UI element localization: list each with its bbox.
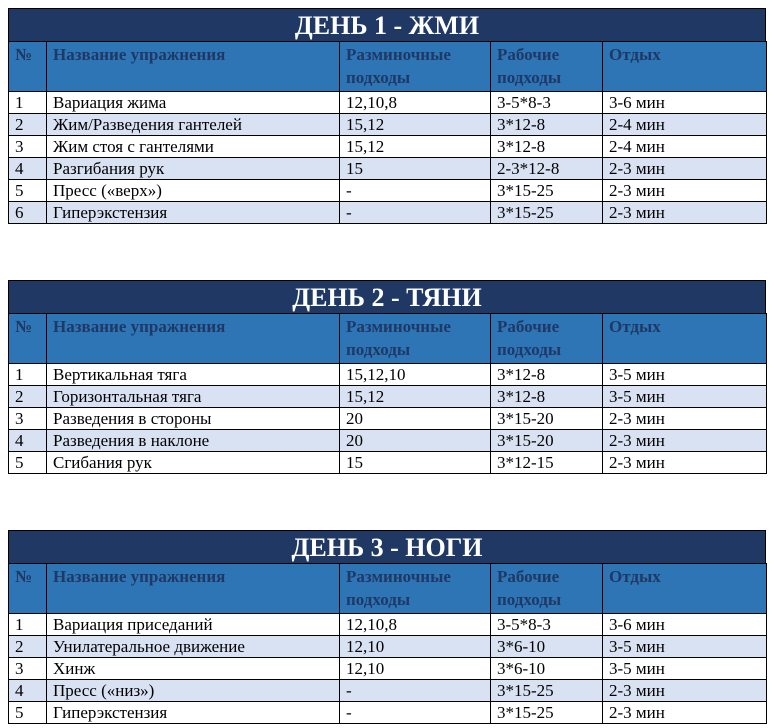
cell-working-sets: 3*15-25	[491, 702, 603, 724]
header-row	[9, 42, 767, 92]
cell-working-sets: 3*12-8	[491, 386, 603, 408]
cell-working-sets: 3*15-25	[491, 680, 603, 702]
table-row	[9, 180, 767, 202]
day-3-block	[8, 530, 766, 724]
cell-working-sets: 3*15-20	[491, 408, 603, 430]
cell-num: 3	[9, 408, 47, 430]
cell-exercise-name: Пресс («верх»)	[47, 180, 340, 202]
cell-num: 3	[9, 136, 47, 158]
cell-exercise-name: Жим стоя с гантелями	[47, 136, 340, 158]
table-row	[9, 386, 767, 408]
cell-warmup-sets: 12,10	[340, 658, 491, 680]
cell-rest: 2-4 мин	[603, 114, 767, 136]
cell-rest: 2-3 мин	[603, 408, 767, 430]
cell-warmup-sets: -	[340, 680, 491, 702]
cell-num: 2	[9, 636, 47, 658]
table-row	[9, 702, 767, 724]
cell-warmup-sets: 15,12,10	[340, 364, 491, 386]
cell-working-sets: 3-5*8-3	[491, 92, 603, 114]
exercise-table	[8, 313, 767, 474]
header-rest: Отдых	[603, 42, 767, 92]
day-title: ДЕНЬ 1 - ЖМИ	[8, 8, 766, 41]
cell-exercise-name: Вариация жима	[47, 92, 340, 114]
cell-warmup-sets: 15,12	[340, 114, 491, 136]
cell-working-sets: 2-3*12-8	[491, 158, 603, 180]
header-name: Название упражнения	[47, 314, 340, 364]
cell-rest: 3-5 мин	[603, 364, 767, 386]
cell-exercise-name: Гиперэкстензия	[47, 702, 340, 724]
header-name: Название упражнения	[47, 42, 340, 92]
cell-exercise-name: Разведения в наклоне	[47, 430, 340, 452]
table-row	[9, 636, 767, 658]
cell-working-sets: 3-5*8-3	[491, 614, 603, 636]
cell-num: 5	[9, 702, 47, 724]
cell-warmup-sets: 15	[340, 452, 491, 474]
cell-rest: 3-6 мин	[603, 92, 767, 114]
cell-working-sets: 3*12-8	[491, 114, 603, 136]
cell-num: 4	[9, 680, 47, 702]
cell-num: 5	[9, 180, 47, 202]
table-row	[9, 158, 767, 180]
header-working: Рабочие подходы	[491, 314, 603, 364]
table-row	[9, 680, 767, 702]
cell-num: 1	[9, 92, 47, 114]
cell-rest: 3-6 мин	[603, 614, 767, 636]
cell-exercise-name: Вертикальная тяга	[47, 364, 340, 386]
cell-num: 4	[9, 158, 47, 180]
cell-exercise-name: Хинж	[47, 658, 340, 680]
header-working: Рабочие подходы	[491, 42, 603, 92]
cell-working-sets: 3*12-15	[491, 452, 603, 474]
cell-exercise-name: Вариация приседаний	[47, 614, 340, 636]
cell-warmup-sets: -	[340, 180, 491, 202]
cell-exercise-name: Гиперэкстензия	[47, 202, 340, 224]
cell-rest: 3-5 мин	[603, 636, 767, 658]
cell-rest: 2-3 мин	[603, 452, 767, 474]
header-num: №	[9, 564, 47, 614]
cell-num: 5	[9, 452, 47, 474]
cell-warmup-sets: 15,12	[340, 136, 491, 158]
cell-rest: 2-3 мин	[603, 180, 767, 202]
cell-num: 4	[9, 430, 47, 452]
header-warmup: Разминочные подходы	[340, 314, 491, 364]
cell-exercise-name: Жим/Разведения гантелей	[47, 114, 340, 136]
cell-warmup-sets: 12,10,8	[340, 92, 491, 114]
cell-exercise-name: Сгибания рук	[47, 452, 340, 474]
cell-rest: 3-5 мин	[603, 658, 767, 680]
cell-working-sets: 3*6-10	[491, 636, 603, 658]
cell-rest: 2-3 мин	[603, 702, 767, 724]
cell-working-sets: 3*6-10	[491, 658, 603, 680]
cell-warmup-sets: 20	[340, 430, 491, 452]
cell-num: 1	[9, 364, 47, 386]
cell-working-sets: 3*12-8	[491, 136, 603, 158]
table-row	[9, 364, 767, 386]
cell-warmup-sets: -	[340, 202, 491, 224]
table-row	[9, 408, 767, 430]
cell-num: 6	[9, 202, 47, 224]
cell-num: 1	[9, 614, 47, 636]
cell-working-sets: 3*15-20	[491, 430, 603, 452]
table-row	[9, 202, 767, 224]
cell-warmup-sets: -	[340, 702, 491, 724]
day-2-block	[8, 280, 766, 474]
cell-warmup-sets: 12,10,8	[340, 614, 491, 636]
table-row	[9, 658, 767, 680]
cell-warmup-sets: 12,10	[340, 636, 491, 658]
cell-rest: 2-3 мин	[603, 680, 767, 702]
exercise-table	[8, 41, 767, 224]
cell-warmup-sets: 15	[340, 158, 491, 180]
header-warmup: Разминочные подходы	[340, 564, 491, 614]
cell-rest: 2-4 мин	[603, 136, 767, 158]
cell-working-sets: 3*12-8	[491, 364, 603, 386]
table-row	[9, 614, 767, 636]
header-row	[9, 314, 767, 364]
cell-exercise-name: Горизонтальная тяга	[47, 386, 340, 408]
cell-rest: 2-3 мин	[603, 202, 767, 224]
table-row	[9, 430, 767, 452]
header-rest: Отдых	[603, 564, 767, 614]
cell-exercise-name: Разведения в стороны	[47, 408, 340, 430]
header-warmup: Разминочные подходы	[340, 42, 491, 92]
cell-exercise-name: Пресс («низ»)	[47, 680, 340, 702]
header-rest: Отдых	[603, 314, 767, 364]
day-title: ДЕНЬ 2 - ТЯНИ	[8, 280, 766, 313]
header-num: №	[9, 42, 47, 92]
cell-rest: 3-5 мин	[603, 386, 767, 408]
header-row	[9, 564, 767, 614]
cell-num: 3	[9, 658, 47, 680]
cell-warmup-sets: 20	[340, 408, 491, 430]
cell-warmup-sets: 15,12	[340, 386, 491, 408]
table-row	[9, 114, 767, 136]
cell-working-sets: 3*15-25	[491, 180, 603, 202]
header-name: Название упражнения	[47, 564, 340, 614]
table-row	[9, 136, 767, 158]
cell-num: 2	[9, 114, 47, 136]
cell-exercise-name: Унилатеральное движение	[47, 636, 340, 658]
cell-num: 2	[9, 386, 47, 408]
exercise-table	[8, 563, 767, 724]
cell-working-sets: 3*15-25	[491, 202, 603, 224]
cell-rest: 2-3 мин	[603, 430, 767, 452]
header-working: Рабочие подходы	[491, 564, 603, 614]
header-num: №	[9, 314, 47, 364]
day-title: ДЕНЬ 3 - НОГИ	[8, 530, 766, 563]
table-row	[9, 452, 767, 474]
table-row	[9, 92, 767, 114]
cell-rest: 2-3 мин	[603, 158, 767, 180]
day-1-block	[8, 8, 766, 224]
cell-exercise-name: Разгибания рук	[47, 158, 340, 180]
